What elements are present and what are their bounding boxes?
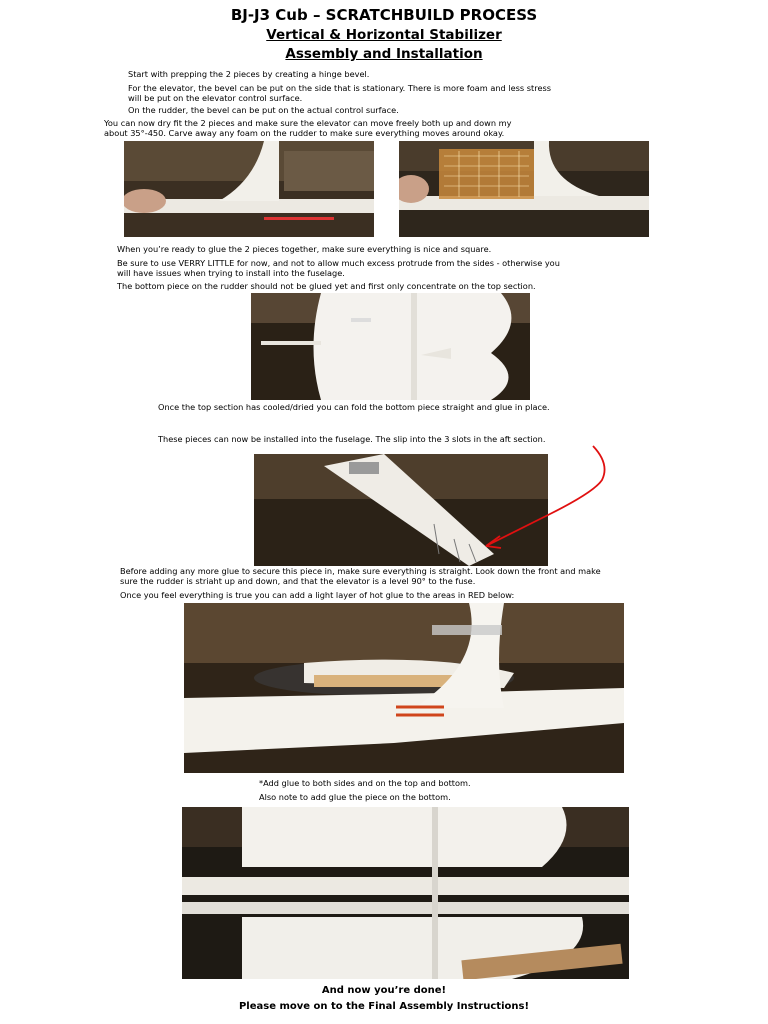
note-2: Also note to add glue the piece on the bottom.: [259, 792, 451, 802]
secure-paragraph-1a: Before adding any more glue to secure this piece in, make sure everything is straight. Look down the front and make: [120, 566, 601, 576]
glue-paragraph-3: The bottom piece on the rudder should not be glued yet and first only concentrate on the top section.: [117, 281, 536, 291]
glue-paragraph-1: When you’re ready to glue the 2 pieces together, make sure everything is nice and square.: [117, 244, 492, 254]
photo-dry-fit-square: [399, 141, 649, 237]
intro-paragraph-1: Start with prepping the 2 pieces by creating a hinge bevel.: [128, 69, 370, 79]
install-paragraph: These pieces can now be installed into the fuselage. The slip into the 3 slots in the aft section.: [158, 434, 546, 444]
intro-paragraph-4a: You can now dry fit the 2 pieces and make sure the elevator can move freely both up and down my: [104, 118, 512, 128]
intro-paragraph-3: On the rudder, the bevel can be put on the actual control surface.: [128, 105, 399, 115]
secure-paragraph-1b: sure the rudder is striaht up and down, and that the elevator is a level 90° to the fuse.: [120, 576, 476, 586]
page-subtitle-1: Vertical & Horizontal Stabilizer: [266, 27, 502, 43]
photo-top-section-glued: [251, 293, 530, 400]
intro-paragraph-2b: will be put on the elevator control surface.: [128, 93, 303, 103]
page-subtitle-2: Assembly and Installation: [285, 46, 483, 62]
intro-paragraph-2a: For the elevator, the bevel can be put on the side that is stationary. There is more foam and less stress: [128, 83, 552, 93]
fold-caption: Once the top section has cooled/dried you can fold the bottom piece straight and glue in place.: [158, 402, 550, 412]
closing-line-2: Please move on to the Final Assembly Instructions!: [238, 1001, 530, 1012]
page-title: BJ-J3 Cub – SCRATCHBUILD PROCESS: [230, 6, 538, 24]
red-arrow-icon: [470, 442, 610, 554]
intro-paragraph-4b: about 35°-450. Carve away any foam on the rudder to make sure everything moves around okay.: [104, 128, 505, 138]
photo-glue-areas: [184, 603, 624, 773]
photo-dry-fit-elevator: [124, 141, 374, 237]
glue-paragraph-2a: Be sure to use VERRY LITTLE for now, and not to allow much excess protrude from the sides - otherwise you: [117, 258, 560, 268]
photo-bottom-piece: [182, 807, 629, 979]
closing-line-1: And now you’re done!: [321, 985, 447, 996]
note-1: *Add glue to both sides and on the top and bottom.: [259, 778, 471, 788]
secure-paragraph-2: Once you feel everything is true you can add a light layer of hot glue to the areas in RED below:: [120, 590, 515, 600]
glue-paragraph-2b: will have issues when trying to install into the fuselage.: [117, 268, 345, 278]
